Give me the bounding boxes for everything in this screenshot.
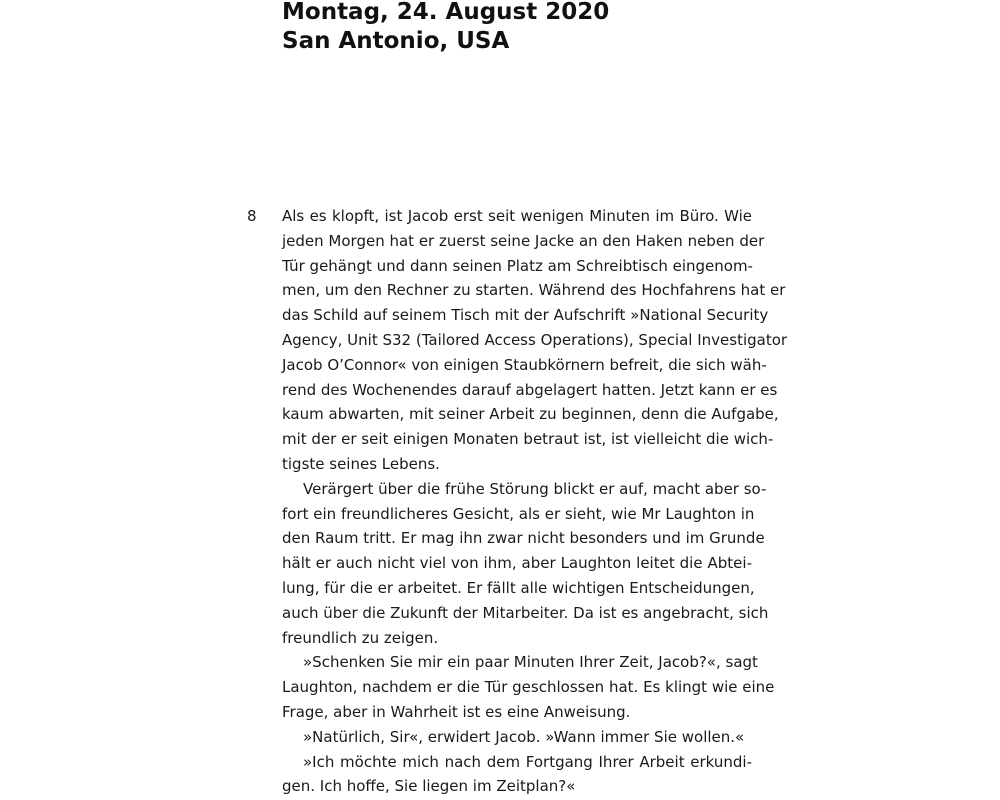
text-line: Jacob O’Connor« von einigen Staubkörnern befreit, die sich wäh- [282,355,767,374]
text-line: tigste seines Lebens. [282,454,440,473]
text-line: jeden Morgen hat er zuerst seine Jacke an den Haken neben der [282,231,765,250]
text-line: den Raum tritt. Er mag ihn zwar nicht besonders und im Grunde [282,529,765,548]
text-line: men, um den Rechner zu starten. Während des Hochfahrens hat er [282,281,786,300]
text-line: auch über die Zukunft der Mitarbeiter. Da ist es angebracht, sich [282,603,769,622]
chapter-place: San Antonio, USA [282,28,510,54]
text-line: »Ich möchte mich nach dem Fortgang Ihrer Arbeit erkundi- [303,752,752,771]
chapter-heading [282,0,609,56]
text-line: kaum abwarten, mit seiner Arbeit zu beginnen, denn die Aufgabe, [282,405,779,424]
text-line: Laughton, nachdem er die Tür geschlossen hat. Es klingt wie eine [282,678,775,697]
text-line: lung, für die er arbeitet. Er fällt alle wichtigen Entscheidungen, [282,578,755,597]
text-line: das Schild auf seinem Tisch mit der Aufschrift »National Security [282,306,769,325]
text-line: hält er auch nicht viel von ihm, aber Laughton leitet die Abtei- [282,554,752,573]
text-line: freundlich zu zeigen. [282,628,439,647]
text-line: fort ein freundlicheres Gesicht, als er sieht, wie Mr Laughton in [282,504,755,523]
text-line: mit der er seit einigen Monaten betraut ist, ist vielleicht die wich- [282,430,774,449]
text-line: »Schenken Sie mir ein paar Minuten Ihrer Zeit, Jacob?«, sagt [303,653,758,672]
body-text [282,204,788,799]
text-line: Verärgert über die frühe Störung blickt er auf, macht aber so- [303,479,767,498]
text-line: Tür gehängt und dann seinen Platz am Schreibtisch eingenom- [282,256,753,275]
text-line: rend des Wochenendes darauf abgelagert hatten. Jetzt kann er es [282,380,778,399]
text-line: Als es klopft, ist Jacob erst seit wenigen Minuten im Büro. Wie [282,207,752,225]
chapter-date: Montag, 24. August 2020 [282,0,610,25]
page-number: 8 [247,207,257,225]
text-line: »Natürlich, Sir«, erwidert Jacob. »Wann immer Sie wollen.« [303,727,745,746]
text-line: gen. Ich hoffe, Sie liegen im Zeitplan?« [282,777,576,796]
text-line: Frage, aber in Wahrheit ist es eine Anweisung. [282,702,631,721]
text-line: Agency, Unit S32 (Tailored Access Operations), Special Investigator [282,330,788,349]
